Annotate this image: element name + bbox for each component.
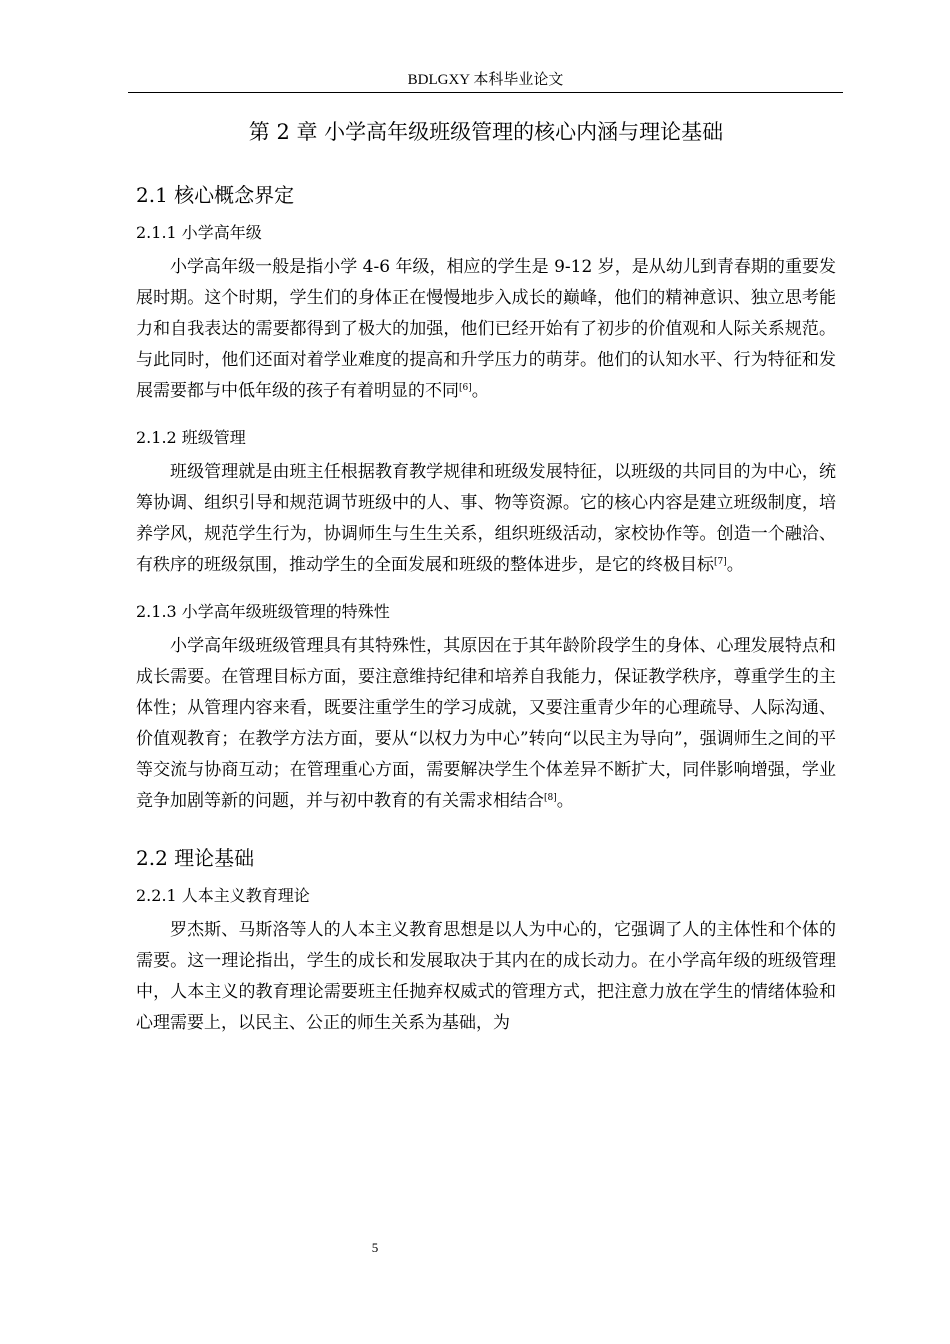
- citation-ref: [8]: [544, 793, 557, 803]
- subsection-heading: 2.1.1 小学高年级: [136, 223, 262, 242]
- body-paragraph: [136, 457, 836, 581]
- page-content: [136, 112, 836, 1057]
- section-heading: 2.1 核心概念界定: [136, 183, 295, 207]
- running-header: BDLGXY 本科毕业论文: [407, 72, 564, 88]
- citation-ref: [7]: [714, 557, 727, 567]
- paragraph-tail: 。: [726, 555, 744, 575]
- paragraph-text: 罗杰斯、马斯洛等人的人本主义教育思想是以人为中心的，它强调了人的主体性和个体的需要。这一理论指出，学生的成长和发展取决于其内在的成长动力。在小学高年级的班级管理中，人本主义的教育理论需要班主任抛弃权威式的管理方式，把注意力放在学生的情绪体验和心理需要上，以民主、公正的师生关系为基础，为: [136, 920, 836, 1033]
- header-rule: [128, 92, 843, 93]
- subsection-heading: 2.2.1 人本主义教育理论: [136, 886, 310, 905]
- chapter-title: 第 2 章 小学高年级班级管理的核心内涵与理论基础: [248, 120, 724, 144]
- paragraph-text: 班级管理就是由班主任根据教育教学规律和班级发展特征，以班级的共同目的为中心，统筹协调、组织引导和规范调节班级中的人、事、物等资源。它的核心内容是建立班级制度，培养学风，规范学生行为，协调师生与生生关系，组织班级活动，家校协作等。创造一个融洽、有秩序的班级氛围，推动学生的全面发展和班级的整体进步，是它的终极目标: [136, 462, 836, 575]
- paragraph-text: 小学高年级一般是指小学 4-6 年级，相应的学生是 9-12 岁，是从幼儿到青春期的重要发展时期。这个时期，学生们的身体正在慢慢地步入成长的巅峰，他们的精神意识、独立思考能力和自我表达的需要都得到了极大的加强，他们已经开始有了初步的价值观和人际关系规范。与此同时，他们还面对着学业难度的提高和升学压力的萌芽。他们的认知水平、行为特征和发展需要都与中低年级的孩子有着明显的不同: [136, 257, 836, 401]
- section-gap: [136, 835, 836, 843]
- paragraph-text: 小学高年级班级管理具有其特殊性，其原因在于其年龄阶段学生的身体、心理发展特点和成长需要。在管理目标方面，要注意维持纪律和培养自我能力，保证教学秩序，尊重学生的主体性；从管理内容来看，既要注重学生的学习成就，又要注重青少年的心理疏导、人际沟通、价值观教育；在教学方法方面，要从“以权力为中心”转向“以民主为导向”，强调师生之间的平等交流与协商互动；在管理重心方面，需要解决学生个体差异不断扩大，同伴影响增强，学业竞争加剧等新的问题，并与初中教育的有关需求相结合: [136, 636, 836, 811]
- subsection-heading: 2.1.2 班级管理: [136, 428, 246, 447]
- subsection-heading: 2.1.3 小学高年级班级管理的特殊性: [136, 602, 390, 621]
- paragraph-tail: 。: [471, 381, 489, 401]
- body-paragraph: [136, 631, 836, 817]
- page-number: 5: [371, 1240, 379, 1255]
- citation-ref: [6]: [459, 383, 472, 393]
- body-paragraph: [136, 915, 836, 1039]
- paragraph-tail: 。: [556, 791, 574, 811]
- section-heading: 2.2 理论基础: [136, 846, 255, 870]
- body-paragraph: [136, 252, 836, 407]
